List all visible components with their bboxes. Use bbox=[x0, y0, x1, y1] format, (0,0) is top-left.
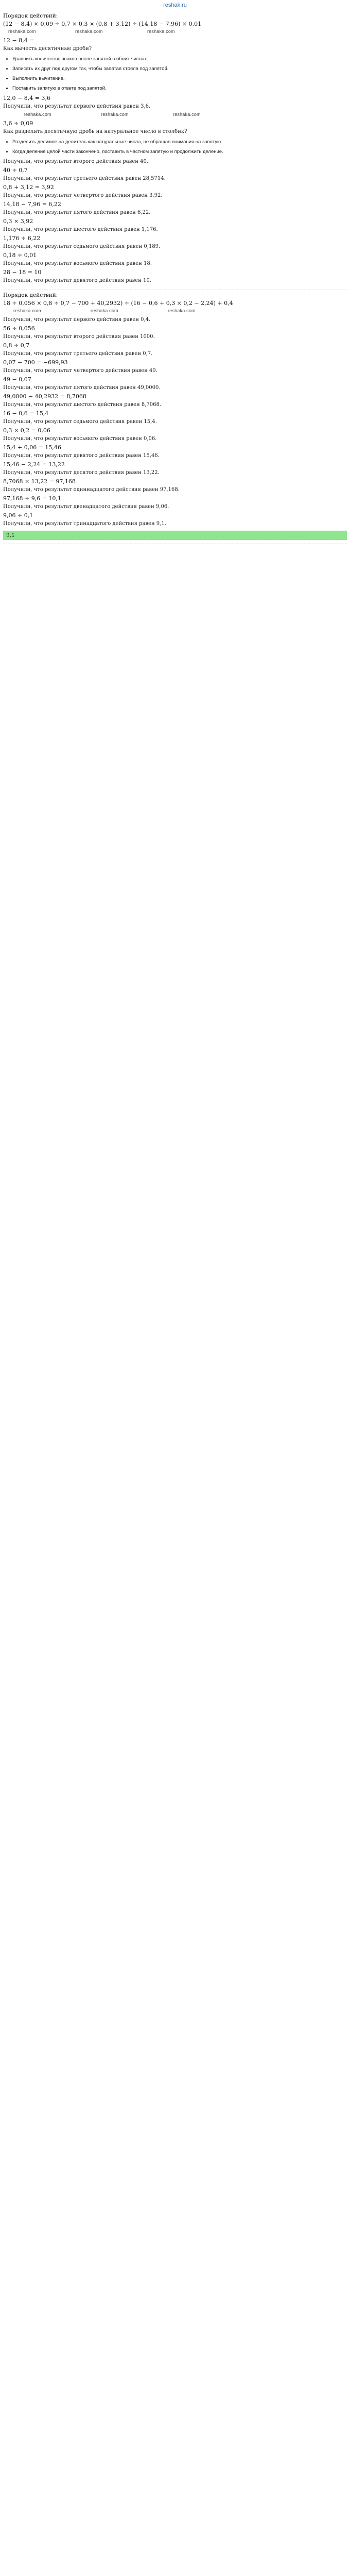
result-note: Получили, что результат четвертого действия равен 3,92. bbox=[3, 193, 163, 198]
result: 0,07 − 700 = −699,93 bbox=[3, 359, 68, 366]
watermark-row bbox=[3, 29, 347, 36]
watermark-row bbox=[3, 308, 347, 315]
result: 12,0 − 8,4 = 3,6 bbox=[3, 95, 50, 101]
result: 3,6 ÷ 0,09 bbox=[3, 120, 33, 127]
part-1-title: Порядок действий: bbox=[3, 13, 58, 19]
result: 15,4 + 0,06 = 15,46 bbox=[3, 444, 61, 451]
watermark: reshaka.com bbox=[24, 112, 51, 117]
site-brand[interactable]: reshak.ru bbox=[163, 2, 187, 8]
result-note: Получили, что результат седьмого действия равен 15,4. bbox=[3, 419, 157, 425]
rule-item: • Записать их друг под другом так, чтобы запятая стояла под запятой. bbox=[12, 65, 347, 72]
result: 8,7068 × 13,22 = 97,168 bbox=[3, 478, 76, 485]
rule-item: • Выполнить вычитание. bbox=[12, 75, 347, 82]
result-note: Получили, что результат второго действия равен 1000. bbox=[3, 334, 155, 340]
result-note: Получили, что результат седьмого действия равен 0,189. bbox=[3, 244, 161, 249]
result: 14,18 − 7,96 = 6,22 bbox=[3, 201, 61, 208]
result-note: Получили, что результат первого действия равен 3,6. bbox=[3, 104, 151, 109]
rule-item: • Когда деление целой части закончено, поставить в частном запятую и продолжить деление. bbox=[12, 148, 347, 155]
result-note: Получили, что результат девятого действия равен 15,46. bbox=[3, 453, 160, 459]
result: 49 − 0,07 bbox=[3, 376, 31, 383]
result: 9,06 ÷ 0,1 bbox=[3, 512, 33, 519]
result: 0,3 × 3,92 bbox=[3, 218, 33, 225]
result: 16 − 0,6 = 15,4 bbox=[3, 410, 49, 417]
result-note: Получили, что результат третьего действия равен 0,7. bbox=[3, 351, 153, 357]
part-1-expression: (12 − 8,4) × 0,09 ÷ 0,7 × 0,3 × (0,8 + 3,12) ÷ (14,18 − 7,96) × 0,01 bbox=[3, 21, 202, 27]
site-header bbox=[0, 0, 350, 10]
result-note: Получили, что результат шестого действия равен 1,176. bbox=[3, 227, 158, 232]
final-answer: 9,1 bbox=[3, 531, 347, 540]
result: 0,8 ÷ 0,7 bbox=[3, 342, 30, 349]
result-note: Получили, что результат четвертого действия равен 49. bbox=[3, 368, 157, 374]
result: 0,8 + 3,12 = 3,92 bbox=[3, 184, 54, 191]
rule-item: • Уравнить количество знаков после запятой в обоих числах. bbox=[12, 56, 347, 62]
result: 15,46 − 2,24 = 13,22 bbox=[3, 461, 65, 468]
part-2-title: Порядок действий: bbox=[3, 292, 58, 298]
watermark: reshaka.com bbox=[173, 112, 201, 117]
watermark: reshaka.com bbox=[168, 308, 196, 313]
result-note: Получили, что результат восьмого действия равен 0,06. bbox=[3, 436, 157, 442]
result-note: Получили, что результат пятого действия равен 6,22. bbox=[3, 210, 151, 215]
result-note: Получили, что результат первого действия равен 0,4. bbox=[3, 317, 151, 323]
result-note: Получили, что результат восьмого действия равен 18. bbox=[3, 261, 152, 266]
result-note: Получили, что результат десятого действия равен 13,22. bbox=[3, 470, 160, 476]
watermark-row bbox=[3, 112, 347, 118]
result: 0,18 ÷ 0,01 bbox=[3, 252, 37, 259]
watermark: reshaka.com bbox=[13, 308, 41, 313]
question: Как разделить десятичную дробь на натуральное число в столбик? bbox=[3, 129, 187, 134]
watermark: reshaka.com bbox=[91, 308, 118, 313]
question: Как вычесть десятичные дроби? bbox=[3, 46, 92, 52]
result: 0,3 × 0,2 = 0,06 bbox=[3, 427, 50, 434]
result: 28 − 18 = 10 bbox=[3, 269, 42, 276]
result: 56 ÷ 0,056 bbox=[3, 325, 35, 332]
watermark: reshaka.com bbox=[75, 29, 103, 34]
rule-list bbox=[3, 139, 347, 155]
result-note: Получили, что результат тринадцатого действия равен 9,1. bbox=[3, 521, 166, 527]
rule-item: • Разделить делимое на делитель как натуральные числа, не обращая внимания на запятую. bbox=[12, 139, 347, 145]
watermark: reshaka.com bbox=[147, 29, 175, 34]
result-note: Получили, что результат третьего действия равен 28,5714. bbox=[3, 176, 166, 181]
step-1: 12 − 8,4 = bbox=[3, 37, 34, 44]
result: 97,168 ÷ 9,6 = 10,1 bbox=[3, 495, 61, 502]
result: 1,176 ÷ 6,22 bbox=[3, 235, 41, 242]
result-note: Получили, что результат двенадцатого действия равен 9,06. bbox=[3, 504, 169, 510]
result-note: Получили, что результат девятого действия равен 10. bbox=[3, 278, 151, 283]
part-2-expression: 18 ÷ 0,056 × 0,8 ÷ 0,7 − 700 + 40,2932) ÷ (16 − 0,6 + 0,3 × 0,2 − 2,24) + 0,4 bbox=[3, 300, 233, 307]
result-note: Получили, что результат пятого действия равен 49,0000. bbox=[3, 385, 161, 391]
solution-content bbox=[0, 10, 350, 544]
result-note: Получили, что результат второго действия равен 40. bbox=[3, 159, 148, 164]
watermark: reshaka.com bbox=[101, 112, 129, 117]
watermark: reshaka.com bbox=[8, 29, 36, 34]
part-1 bbox=[3, 10, 347, 290]
rule-item: • Поставить запятую в ответе под запятой. bbox=[12, 85, 347, 92]
result: 49,0000 − 40,2932 = 8,7068 bbox=[3, 393, 86, 400]
rule-list bbox=[3, 56, 347, 92]
part-2 bbox=[3, 290, 347, 544]
result-note: Получили, что результат шестого действия равен 8,7068. bbox=[3, 402, 162, 408]
result-note: Получили, что результат одиннадцатого действия равен 97,168. bbox=[3, 487, 180, 493]
result: 40 ÷ 0,7 bbox=[3, 167, 28, 174]
